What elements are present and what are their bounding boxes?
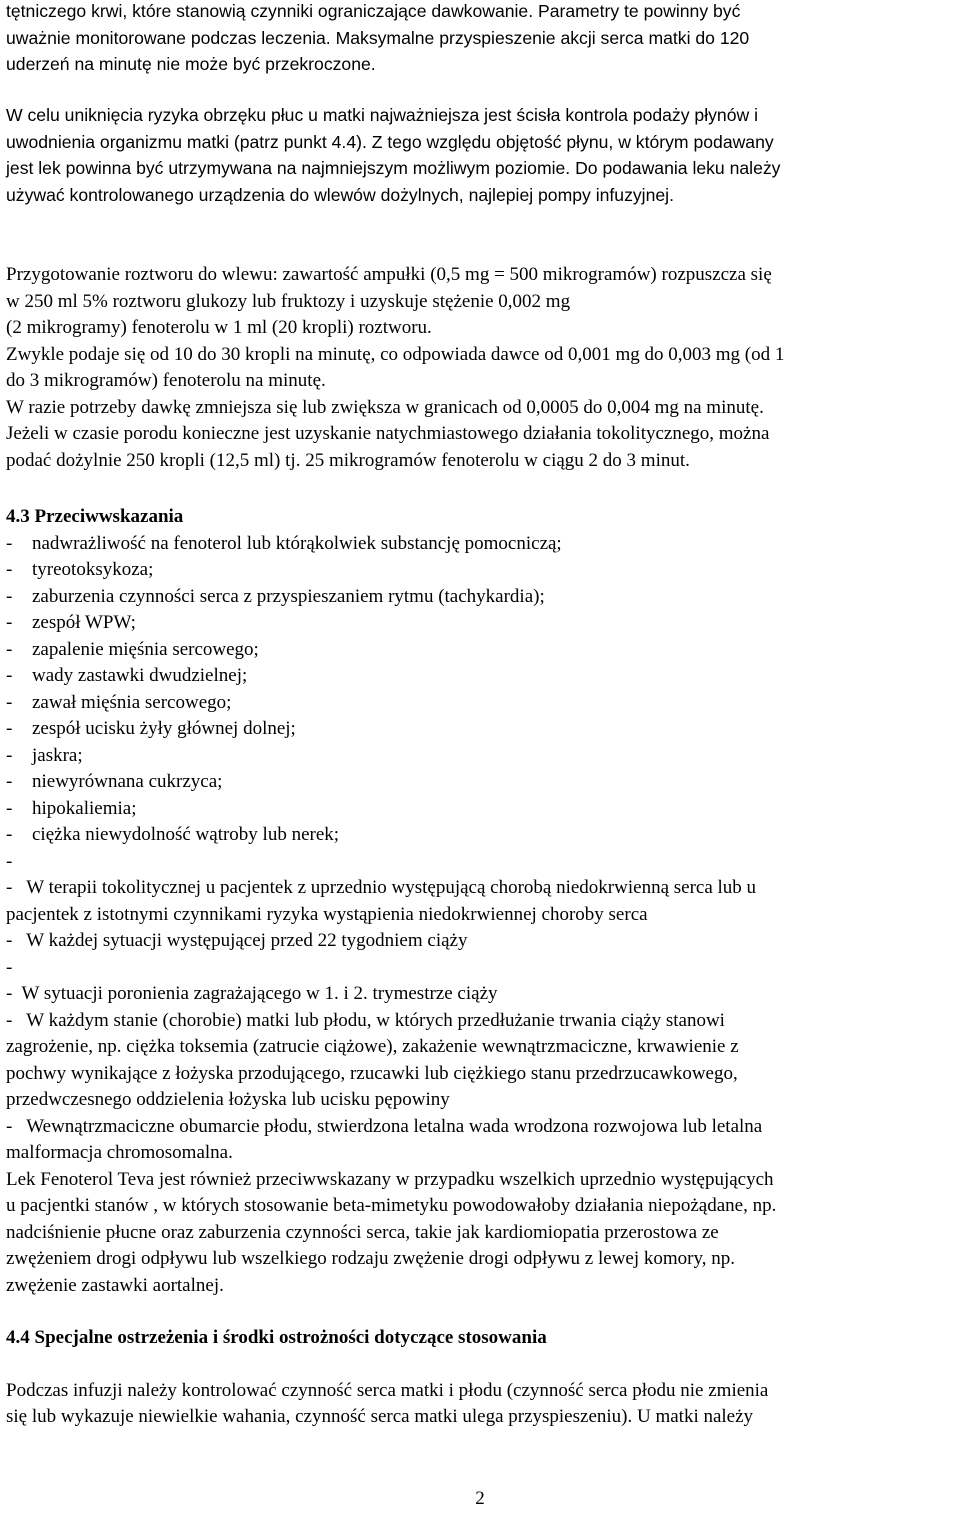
list-item-text: zawał mięśnia sercowego; [32, 691, 232, 713]
text-line: tętniczego krwi, które stanowią czynniki ograniczające dawkowanie. Parametry te powinny być [6, 1, 741, 21]
contraindications-section [6, 504, 956, 1299]
warnings-section [6, 1325, 956, 1431]
text-line: do 3 mikrogramów) fenoterolu na minutę. [6, 370, 326, 391]
list-dash: - [6, 638, 13, 660]
list-dash: - [6, 771, 13, 792]
list-item [6, 743, 956, 770]
text-line: W razie potrzeby dawkę zmniejsza się lub zwiększa w granicach od 0,0005 do 0,004 mg na minutę. [6, 396, 764, 418]
text-line: przedwczesnego oddzielenia łożyska lub ucisku pępowiny [6, 1089, 450, 1110]
text-line: uważnie monitorowane podczas leczenia. Maksymalne przyspieszenie akcji serca matki do 120 [6, 27, 750, 48]
list-item-text: tyreotoksykoza; [32, 559, 154, 580]
text-line: uwodnienia organizmu matki (patrz punkt 4.4). Z tego względu objętość płynu, w którym podawany [6, 131, 774, 152]
list-dash: - [6, 850, 13, 872]
list-item [6, 663, 956, 690]
list-dash: - [6, 744, 13, 766]
section-heading: 4.3 Przeciwwskazania [6, 506, 184, 527]
text-line: pochwy wynikające z łożyska przodującego, rzucawki lub ciężkiego stanu przedrzucawkowego, [6, 1062, 738, 1084]
text-line: używać kontrolowanego urządzenia do wlewów dożylnych, najlepiej pompy infuzyjnej. [6, 184, 674, 205]
list-dash: - [6, 824, 13, 845]
list-item-text: zapalenie mięśnia sercowego; [32, 638, 259, 660]
list-item-text: zespół WPW; [32, 612, 136, 633]
text-line: nadciśnienie płucne oraz zaburzenia czynności serca, takie jak kardiomiopatia przerostowa ze [6, 1221, 719, 1243]
list-item-text: zaburzenia czynności serca z przyspieszaniem rytmu (tachykardia); [32, 585, 545, 607]
spacer [6, 1352, 956, 1378]
text-line: jest lek powinna być utrzymywana na najmniejszym możliwym poziomie. Do podawania leku należy [6, 158, 781, 178]
list-item [6, 531, 956, 558]
list-item [6, 796, 956, 823]
list-item-miscarriage: - W sytuacji poronienia zagrażającego w 1. i 2. trymestrze ciąży [6, 983, 498, 1004]
text-line: zwężenie zastawki aortalnej. [6, 1274, 224, 1296]
text-line: zagrożenie, np. ciężka toksemia (zatrucie ciążowe), zakażenie wewnątrzmaciczne, krwawienie z [6, 1036, 739, 1057]
list-dash: - [6, 718, 13, 739]
preparation-paragraph [6, 262, 956, 474]
list-dash: - [6, 612, 13, 633]
text-line: W celu uniknięcia ryzyka obrzęku płuc u matki najważniejsza jest ścisła kontrola podaży płynów i [6, 105, 758, 125]
page-number: 2 [475, 1488, 485, 1509]
list-item-22-weeks: - W każdej sytuacji występującej przed 22 tygodniem ciąży [6, 930, 468, 951]
text-line: uderzeń na minutę nie może być przekroczone. [6, 54, 376, 74]
list-dash: - [6, 585, 13, 607]
text-line: się lub wykazuje niewielkie wahania, czynność serca matki ulega przyspieszeniu). U matki należy [6, 1406, 754, 1427]
list-item-text: hipokaliemia; [32, 797, 137, 819]
text-line: malformacja chromosomalna. [6, 1142, 233, 1163]
list-item [6, 716, 956, 743]
list-dash: - [6, 691, 13, 713]
text-line: (2 mikrogramy) fenoterolu w 1 ml (20 kropli) roztworu. [6, 317, 432, 338]
edema-paragraph [6, 102, 956, 208]
list-item-blank: - [6, 956, 13, 978]
text-line: podać dożylnie 250 kropli (12,5 ml) tj. 25 mikrogramów fenoterolu w ciągu 2 do 3 minut. [6, 449, 690, 471]
text-line: Przygotowanie roztworu do wlewu: zawartość ampułki (0,5 mg = 500 mikrogramów) rozpuszcza się [6, 264, 772, 285]
list-item [6, 557, 956, 584]
list-item-coronary: - W terapii tokolitycznej u pacjentek z uprzednio występującą chorobą niedokrwienną serca lub u [6, 877, 757, 898]
list-dash: - [6, 532, 13, 554]
list-item [6, 769, 956, 796]
list-item [6, 849, 956, 876]
intro-paragraph [6, 0, 956, 78]
list-item-text: jaskra; [32, 744, 83, 766]
text-line: w 250 ml 5% roztworu glukozy lub fruktozy i uzyskuje stężenie 0,002 mg [6, 290, 571, 312]
list-item [6, 690, 956, 717]
list-item-text: wady zastawki dwudzielnej; [32, 665, 248, 686]
list-item-text: zespół ucisku żyły głównej dolnej; [32, 718, 296, 739]
list-item-text: niewyrównana cukrzyca; [32, 771, 223, 792]
text-line: Lek Fenoterol Teva jest również przeciwwskazany w przypadku wszelkich uprzednio występujących [6, 1168, 774, 1190]
list-item-fetal: - Wewnątrzmaciczne obumarcie płodu, stwierdzona letalna wada wrodzona rozwojowa lub letalna [6, 1115, 763, 1137]
list-item [6, 822, 956, 849]
list-dash: - [6, 559, 13, 580]
text-line: u pacjentki stanów , w których stosowanie beta-mimetyku powodowałoby działania niepożądane, np. [6, 1195, 777, 1216]
list-dash: - [6, 665, 13, 686]
list-item-text: nadwrażliwość na fenoterol lub którąkolwiek substancję pomocniczą; [32, 532, 562, 554]
list-item [6, 584, 956, 611]
text-line: zwężeniem drogi odpływu lub wszelkiego rodzaju zwężenie drogi odpływu z lewej komory, np. [6, 1248, 735, 1269]
section-heading: 4.4 Specjalne ostrzeżenia i środki ostrożności dotyczące stosowania [6, 1327, 547, 1348]
text-line: Zwykle podaje się od 10 do 30 kropli na minutę, co odpowiada dawce od 0,001 mg do 0,003 mg (od 1 [6, 343, 785, 365]
list-item [6, 637, 956, 664]
list-item-condition: - W każdym stanie (chorobie) matki lub płodu, w których przedłużanie trwania ciąży stanowi [6, 1009, 725, 1031]
text-line: pacjentek z istotnymi czynnikami ryzyka wystąpienia niedokrwiennej choroby serca [6, 903, 648, 925]
text-line: Podczas infuzji należy kontrolować czynność serca matki i płodu (czynność serca płodu nie zmienia [6, 1379, 769, 1401]
list-dash: - [6, 797, 13, 819]
list-item [6, 610, 956, 637]
list-item-text: ciężka niewydolność wątroby lub nerek; [32, 824, 340, 845]
text-line: Jeżeli w czasie porodu konieczne jest uzyskanie natychmiastowego działania tokolitycznego, można [6, 423, 770, 444]
